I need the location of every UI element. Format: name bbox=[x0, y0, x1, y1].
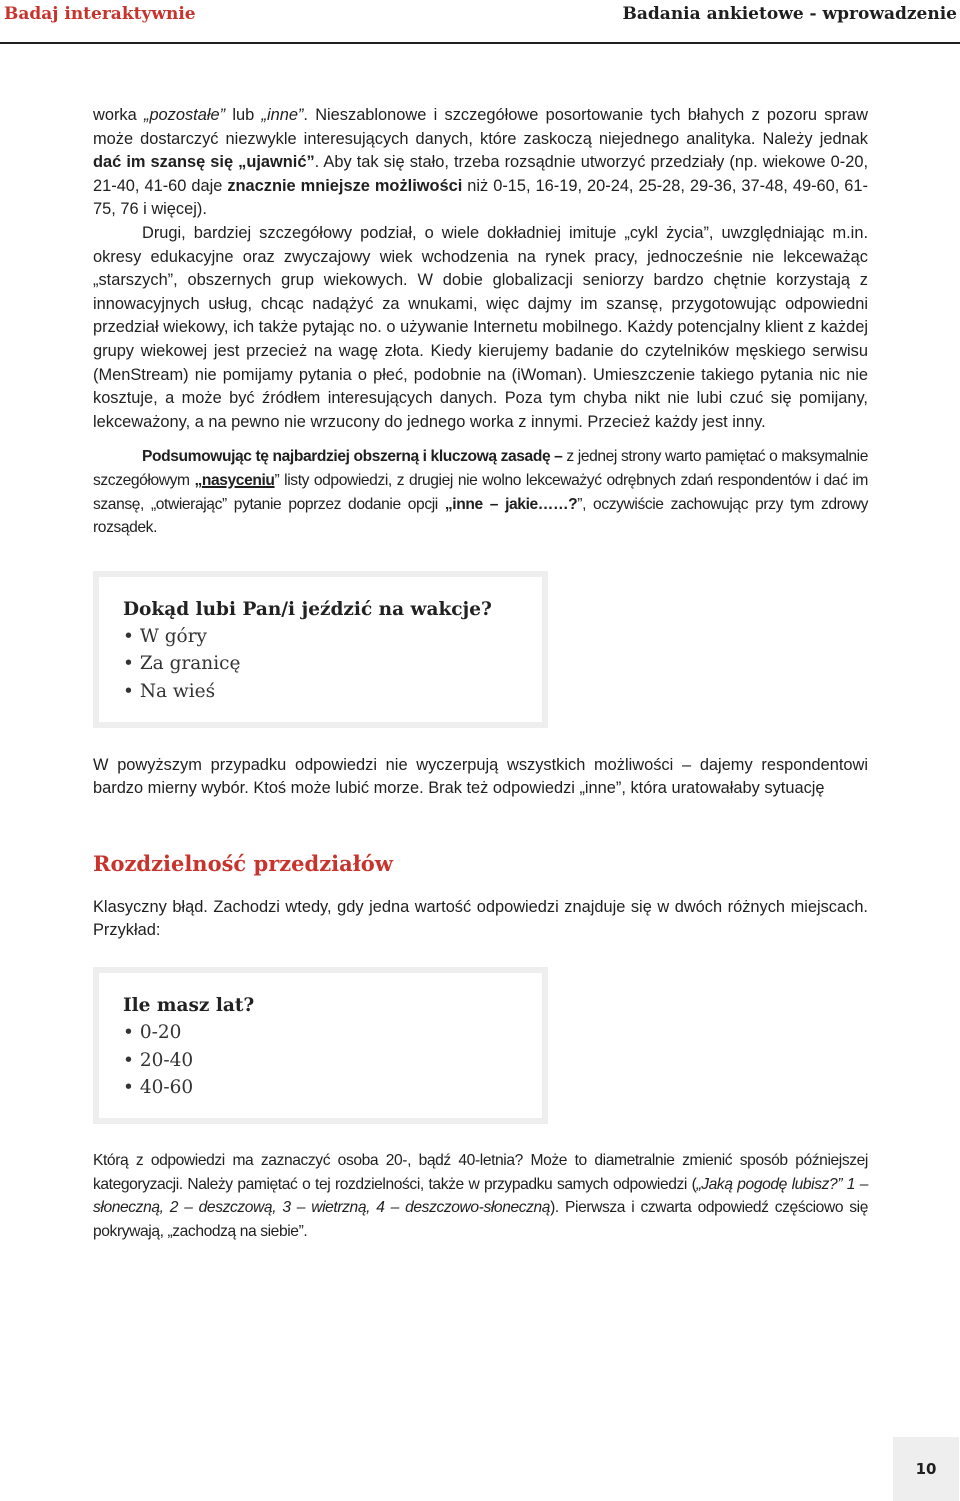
text-run: lub bbox=[225, 106, 262, 124]
paragraph-commentary: W powyższym przypadku odpowiedzi nie wyczerpują wszystkich możliwości – dajemy respondentowi bardzo mierny wybór. Ktoś może lubić morze. Brak też odpowiedzi „inne”, która uratowałaby sytuację bbox=[93, 755, 868, 798]
example-question-card bbox=[99, 973, 542, 1118]
text-run-italic: „Jaką pogodę lubisz?” 1 – słoneczną, 2 – deszczową, 3 – wietrzną, 4 – deszczowo-słoneczną bbox=[93, 1175, 868, 1217]
example-question-title: Ile masz lat? bbox=[123, 995, 255, 1017]
answer-option bbox=[123, 623, 518, 651]
paragraph-overlap bbox=[93, 1149, 868, 1243]
text-run-underlined: nasyceniu bbox=[201, 471, 275, 489]
answer-option-label: W góry bbox=[139, 625, 207, 647]
text-run-bold: znacznie mniejsze możliwości bbox=[227, 176, 463, 195]
text-run-italic: „pozostałe” bbox=[143, 106, 226, 124]
text-run: worka bbox=[93, 106, 144, 124]
paragraph-summary bbox=[93, 445, 868, 539]
bullet: • bbox=[123, 1077, 134, 1099]
paragraph-classic-error: Klasyczny błąd. Zachodzi wtedy, gdy jedna wartość odpowiedzi znajduje się w dwóch różnych miejscach. Przykład: bbox=[93, 897, 868, 940]
bullet: • bbox=[123, 1049, 134, 1071]
answer-option-label: Za granicę bbox=[139, 653, 241, 675]
header-rule bbox=[0, 42, 960, 44]
answer-option-label: 0-20 bbox=[139, 1022, 182, 1044]
text-run: . Nieszablonowe i szczegółowe posortowanie tych błahych z pozoru spraw może dostarczyć niezwykle interesujących danych, które zaskoczą niejednego analityka. Należy jednak bbox=[93, 106, 869, 148]
page-number: 10 bbox=[893, 1437, 959, 1501]
text-run: ” listy odpowiedzi, z drugiej nie wolno lekceważyć odrębnych zdań respondentów i dać im szansę, „otwierając” pytanie poprzez dodanie opcji bbox=[93, 471, 868, 513]
answer-option bbox=[123, 1047, 518, 1075]
text-run-bold: „ bbox=[194, 471, 202, 489]
text-run-bold: Podsumowując tę najbardziej obszerną i kluczową zasadę – bbox=[142, 448, 563, 466]
answer-option-label: 20-40 bbox=[139, 1049, 194, 1071]
header-left-title: Badaj interaktywnie bbox=[4, 4, 196, 24]
answer-option-label: Na wieś bbox=[139, 680, 216, 702]
answer-option bbox=[123, 650, 518, 678]
answer-option bbox=[123, 1019, 518, 1047]
answer-option bbox=[123, 678, 518, 706]
main-content bbox=[93, 104, 868, 1243]
text-run: ”, oczywiście zachowując przy tym zdrowy rozsądek. bbox=[93, 495, 868, 537]
answer-option bbox=[123, 1074, 518, 1102]
example-question-card bbox=[99, 577, 542, 722]
bullet: • bbox=[123, 1022, 134, 1044]
answer-option-label: 40-60 bbox=[139, 1077, 194, 1099]
page-header bbox=[0, 0, 960, 44]
bullet: • bbox=[123, 680, 134, 702]
text-run: ). Pierwsza i czwarta odpowiedź częściowo się pokrywają, „zachodzą na siebie”. bbox=[93, 1199, 869, 1240]
example-question-box bbox=[93, 967, 548, 1124]
text-run: z jednej strony warto pamiętać o maksymalnie szczegółowym bbox=[93, 448, 868, 489]
bullet: • bbox=[123, 625, 134, 647]
text-run: . Aby tak się stało, trzeba rozsądnie utworzyć przedziały (np. wiekowe 0-20, 21-40, 41-60 daje bbox=[93, 153, 868, 195]
section-heading: Rozdzielność przedziałów bbox=[93, 850, 393, 876]
header-right-title: Badania ankietowe - wprowadzenie bbox=[622, 4, 957, 24]
paragraph-life-cycle: Drugi, bardziej szczegółowy podział, o wiele dokładniej imituje „cykl życia”, uwzględniając m.in. okresy edukacyjne oraz zwyczajowy wiek wchodzenia na rynek pracy, jednocześnie nie lekceważąc „starszych”, obszernych grup wiekowych. W dobie globalizacji seniorzy bardzo chętnie korzystają z innowacyjnych usług, chcąc nadążyć za wnukami, więc dajmy im szansę, przygotowując odpowiedni przedział wiekowy, ich także pytając no. o używanie Internetu mobilnego. Każdy potencjalny klient z każdej grupy wiekowej jest przecież na wagę złota. Kiedy kierujemy badanie do czytelników męskiego serwisu (MenStream) nie pomijamy pytania o płeć, podobnie na (iWoman). Umieszczenie takiego pytania nic nie kosztuje, a może być źródłem interesujących danych. Poza tym chyba nikt nie lubi czuć się pomijany, lekceważony, a na pewno nie wrzucony do jednego worka z innymi. Przecież każdy jest inny. bbox=[93, 223, 868, 431]
text-run-bold: „inne – jakie……? bbox=[444, 495, 578, 513]
text-run-bold: dać im szansę się „ujawnić” bbox=[93, 153, 315, 172]
text-run: niż 0-15, 16-19, 20-24, 25-28, 29-36, 37-48, 49-60, 61-75, 76 i więcej). bbox=[93, 176, 868, 219]
example-question-box bbox=[93, 571, 548, 728]
text-run: Którą z odpowiedzi ma zaznaczyć osoba 20-, bądź 40-letnia? Może to diametralnie zmienić sposób późniejszej kategoryzacji. Należy pamiętać o tej rozdzielności, także w przypadku samych odpowiedzi ( bbox=[93, 1152, 868, 1193]
text-run-italic: „inne” bbox=[261, 106, 304, 124]
bullet: • bbox=[123, 653, 134, 675]
paragraph-intervals bbox=[93, 104, 868, 222]
example-question-title: Dokąd lubi Pan/i jeździć na wakcje? bbox=[123, 598, 492, 620]
